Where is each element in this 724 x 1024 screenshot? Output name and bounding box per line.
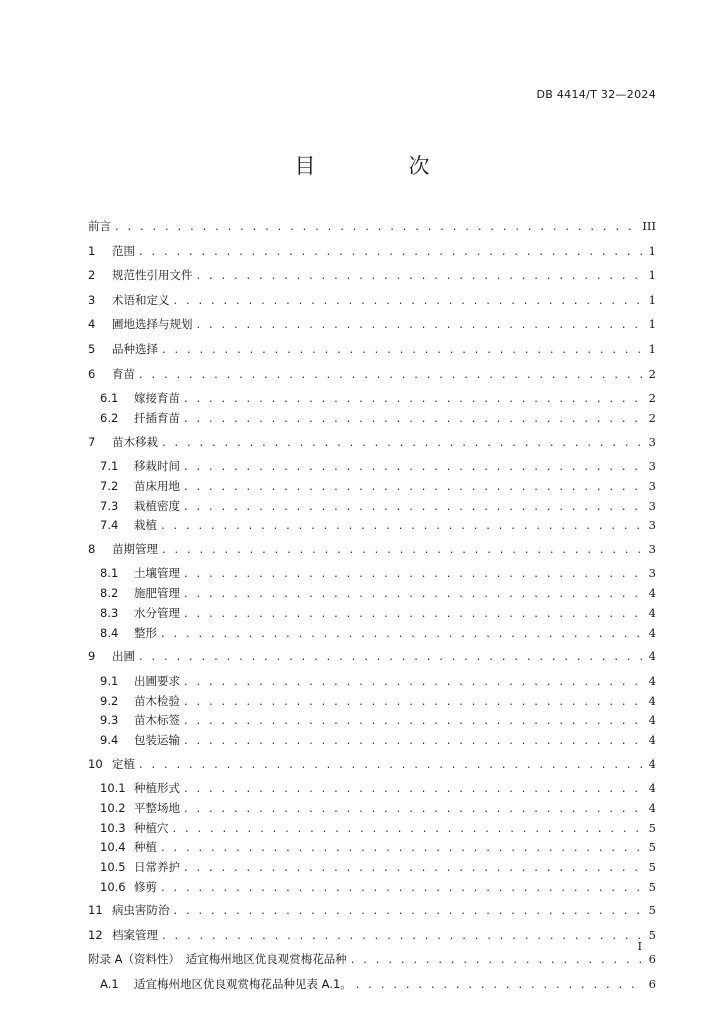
toc-entry-number: 8.1 [100, 566, 119, 581]
toc-leader-dots [351, 952, 642, 966]
toc-entry-number: 10 [88, 756, 103, 771]
toc-subentry[interactable] [88, 478, 656, 498]
toc-entry-number: 7.2 [100, 478, 119, 493]
toc-leader-dots [184, 860, 642, 874]
toc-entry[interactable] [88, 341, 656, 366]
toc-subentry[interactable] [88, 879, 656, 899]
toc-leader-dots [139, 649, 642, 663]
toc-entry-label: 病虫害防治 [112, 903, 170, 918]
toc-leader-dots [184, 566, 642, 580]
toc-entry-label: 育苗 [112, 366, 135, 381]
toc-subentry[interactable] [88, 410, 656, 430]
toc-leader-dots [184, 586, 642, 600]
toc-entry-number: 9.4 [100, 732, 119, 747]
toc-entry-page: 3 [648, 459, 656, 474]
toc-entry-page: 4 [648, 693, 656, 708]
toc-entry-label: 施肥管理 [134, 586, 180, 601]
toc-entry-number: 6 [88, 366, 96, 381]
toc-leader-dots [162, 928, 642, 942]
toc-entry[interactable] [88, 756, 656, 781]
toc-entry-page: 2 [648, 366, 656, 381]
toc-entry-label: 栽植 [134, 518, 157, 533]
toc-leader-dots [161, 518, 642, 532]
toc-entry-label: 苗木检验 [134, 693, 180, 708]
toc-subentry[interactable] [88, 820, 656, 840]
toc-leader-dots [161, 840, 642, 854]
toc-entry-page: 3 [648, 541, 656, 556]
toc-entry-number: 7 [88, 434, 96, 449]
toc-leader-dots [197, 317, 643, 331]
toc-subentry[interactable] [88, 780, 656, 800]
toc-subentry[interactable] [88, 458, 656, 478]
toc-leader-dots [184, 459, 642, 473]
toc-entry-number: 1 [88, 243, 96, 258]
toc-entry[interactable] [88, 648, 656, 673]
toc-leader-dots [173, 821, 643, 835]
toc-entry-page: 2 [648, 410, 656, 425]
toc-entry-label: 水分管理 [134, 605, 180, 620]
toc-entry-number: A.1 [100, 977, 119, 992]
toc-entry-page: 4 [648, 586, 656, 601]
toc-entry[interactable] [88, 316, 656, 341]
toc-entry[interactable] [88, 292, 656, 317]
toc-entry-label: 种植 [134, 840, 157, 855]
toc-leader-dots [184, 391, 642, 405]
toc-entry-label: 栽植密度 [134, 498, 180, 513]
toc-leader-dots [184, 411, 642, 425]
toc-entry-page: 3 [648, 498, 656, 513]
toc-entry-page: 5 [648, 903, 656, 918]
toc-entry-label: 术语和定义 [112, 292, 170, 307]
toc-entry-number: 8.3 [100, 605, 119, 620]
toc-entry-number: 8.2 [100, 586, 119, 601]
toc-entry[interactable] [88, 902, 656, 927]
toc-entry-label: 品种选择 [112, 341, 158, 356]
toc-entry-page: 4 [648, 605, 656, 620]
toc-entry-number: 9.3 [100, 713, 119, 728]
toc-entry-number: 10.1 [100, 781, 126, 796]
toc-entry-label: 种植形式 [134, 781, 180, 796]
toc-entry-label: 种植穴 [134, 820, 169, 835]
toc-entry-label: 嫁接育苗 [134, 391, 180, 406]
toc-entry-number: 7.1 [100, 459, 119, 474]
toc-entry-page: 4 [648, 800, 656, 815]
toc-leader-dots [139, 244, 642, 258]
toc-entry-number: 12 [88, 927, 103, 942]
toc-leader-dots [184, 713, 642, 727]
toc-entry-page: 5 [648, 840, 656, 855]
toc-entry-page: 4 [648, 713, 656, 728]
toc-subentry[interactable] [88, 585, 656, 605]
toc-leader-dots [184, 781, 642, 795]
toc-entry[interactable] [88, 541, 656, 566]
toc-entry[interactable] [88, 927, 656, 952]
toc-entry-label: 移栽时间 [134, 459, 180, 474]
toc-entry-page: 1 [648, 341, 656, 356]
toc-entry[interactable] [88, 218, 656, 243]
toc-entry-label: 圃地选择与规划 [112, 317, 193, 332]
toc-leader-dots [356, 977, 642, 991]
toc-entry-page: 1 [648, 268, 656, 283]
toc-entry[interactable] [88, 951, 656, 976]
toc-entry[interactable] [88, 267, 656, 292]
toc-leader-dots [184, 606, 642, 620]
toc-entry-label: 范围 [112, 243, 135, 258]
toc-entry-label: 日常养护 [134, 859, 180, 874]
toc-entry-number: 10.3 [100, 820, 126, 835]
toc-entry-number: 9.1 [100, 673, 119, 688]
toc-leader-dots [162, 542, 642, 556]
toc-leader-dots [184, 694, 642, 708]
toc-entry[interactable] [88, 366, 656, 391]
toc-subentry[interactable] [88, 625, 656, 645]
toc-entry-label: 修剪 [134, 879, 157, 894]
toc-entry-label: 平整场地 [134, 800, 180, 815]
toc-leader-dots [162, 435, 642, 449]
toc-leader-dots [184, 479, 642, 493]
toc-entry-number: 6.1 [100, 391, 119, 406]
toc-entry-page: 1 [648, 317, 656, 332]
toc-entry-page: III [642, 219, 656, 233]
toc-entry-page: 1 [648, 292, 656, 307]
toc-entry-number: 10.2 [100, 800, 126, 815]
toc-subentry[interactable] [88, 673, 656, 693]
toc-subentry[interactable] [88, 859, 656, 879]
toc-entry-number: 5 [88, 341, 96, 356]
toc-entry-label: 出圃 [112, 649, 135, 664]
toc-leader-dots [139, 757, 642, 771]
toc-entry-number: 10.4 [100, 840, 126, 855]
toc-subentry[interactable] [88, 800, 656, 820]
toc-entry-number: 7.3 [100, 498, 119, 513]
toc-subentry[interactable] [88, 565, 656, 585]
toc-entry-page: 4 [648, 756, 656, 771]
table-of-contents [88, 218, 656, 996]
toc-entry-page: 3 [648, 566, 656, 581]
toc-entry-page: 4 [648, 625, 656, 640]
document-code: DB 4414/T 32—2024 [536, 88, 656, 101]
toc-entry-label: 前言 [88, 219, 111, 233]
toc-subentry[interactable] [88, 390, 656, 410]
toc-entry-number: 8 [88, 541, 96, 556]
toc-subentry[interactable] [88, 732, 656, 752]
toc-entry-label: 出圃要求 [134, 673, 180, 688]
toc-subentry[interactable] [88, 712, 656, 732]
toc-leader-dots [184, 733, 642, 747]
toc-entry-page: 5 [648, 927, 656, 942]
toc-entry-page: 4 [648, 673, 656, 688]
toc-entry-page: 3 [648, 518, 656, 533]
toc-entry-number: 9.2 [100, 693, 119, 708]
toc-entry-page: 4 [648, 732, 656, 747]
toc-entry-label: 苗床用地 [134, 478, 180, 493]
toc-leader-dots [161, 880, 642, 894]
toc-entry-number: 4 [88, 317, 96, 332]
page-number: I [637, 940, 642, 953]
toc-subentry[interactable] [88, 498, 656, 518]
toc-entry-label: 苗木移栽 [112, 434, 158, 449]
toc-subentry[interactable] [88, 839, 656, 859]
toc-entry-label: 土壤管理 [134, 566, 180, 581]
toc-entry-page: 5 [648, 820, 656, 835]
toc-entry-label: 定植 [112, 756, 135, 771]
toc-entry-label: 档案管理 [112, 927, 158, 942]
toc-leader-dots [174, 293, 643, 307]
toc-entry-page: 3 [648, 434, 656, 449]
toc-entry-page: 4 [648, 649, 656, 664]
toc-entry-number: 8.4 [100, 625, 119, 640]
toc-entry-number: 10.6 [100, 879, 126, 894]
toc-leader-dots [184, 801, 642, 815]
toc-entry-page: 3 [648, 478, 656, 493]
toc-entry-label: 包装运输 [134, 732, 180, 747]
toc-entry-number: 2 [88, 268, 96, 283]
toc-entry-label: 整形 [134, 625, 157, 640]
toc-entry-number: 3 [88, 292, 96, 307]
toc-entry-page: 6 [648, 952, 656, 967]
toc-leader-dots [184, 674, 642, 688]
toc-entry-label: 苗期管理 [112, 541, 158, 556]
toc-subentry[interactable] [88, 693, 656, 713]
toc-entry-number: 10.5 [100, 859, 126, 874]
toc-subentry[interactable] [88, 605, 656, 625]
toc-entry-page: 5 [648, 859, 656, 874]
toc-leader-dots [139, 367, 642, 381]
toc-entry-label: 附录 A（资料性） 适宜梅州地区优良观赏梅花品种 [88, 952, 347, 967]
toc-entry-page: 6 [648, 977, 656, 992]
toc-entry-label: 适宜梅州地区优良观赏梅花品种见表 A.1。 [134, 977, 352, 992]
toc-entry-number: 6.2 [100, 410, 119, 425]
toc-entry-page: 2 [648, 391, 656, 406]
toc-leader-dots [184, 499, 642, 513]
toc-entry-page: 4 [648, 781, 656, 796]
toc-leader-dots [115, 219, 638, 233]
toc-subentry[interactable] [88, 976, 656, 996]
toc-entry-label: 苗木标签 [134, 713, 180, 728]
toc-entry[interactable] [88, 243, 656, 268]
toc-leader-dots [161, 626, 642, 640]
toc-entry-page: 5 [648, 879, 656, 894]
toc-entry-page: 1 [648, 243, 656, 258]
toc-subentry[interactable] [88, 517, 656, 537]
toc-entry-label: 扦插育苗 [134, 410, 180, 425]
toc-entry-number: 11 [88, 903, 103, 918]
toc-entry-number: 7.4 [100, 518, 119, 533]
toc-leader-dots [174, 903, 643, 917]
toc-entry[interactable] [88, 434, 656, 459]
toc-leader-dots [162, 342, 642, 356]
toc-entry-number: 9 [88, 649, 96, 664]
page-title: 目 次 [294, 154, 466, 178]
toc-entry-label: 规范性引用文件 [112, 268, 193, 283]
toc-leader-dots [197, 268, 643, 282]
